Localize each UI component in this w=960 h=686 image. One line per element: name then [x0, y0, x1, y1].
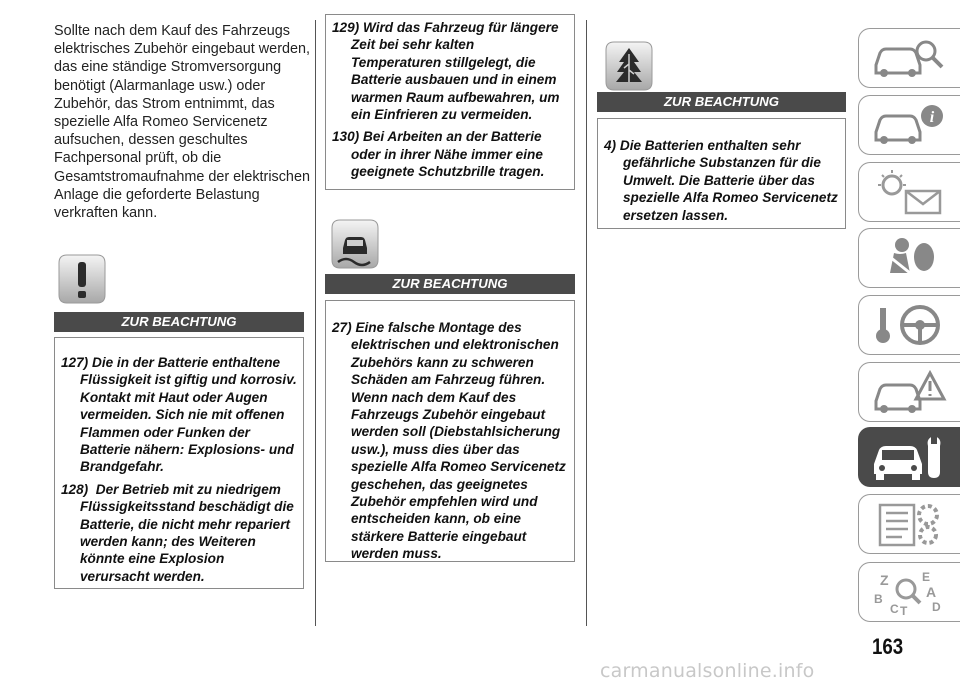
svg-text:T: T	[899, 604, 907, 617]
tab-car-search[interactable]	[858, 28, 960, 88]
item-number: 27)	[332, 320, 352, 335]
svg-text:A: A	[925, 584, 936, 600]
intro-paragraph: Sollte nach dem Kauf des Fahrzeugs elektrisches Zubehör eingebaut werden, das eine ständige Stromversorgung benötigt (Alarmanlage usw.) oder Zubehör, das Strom entnimmt, das spezielle Alfa Romeo Servicenetz aufsuchen, dessen geschultes Fachpersonal prüft, ob die Gesamtstromaufnahme der elektrischen Anlage die geforderte Belastung verkraften kann.	[54, 23, 310, 222]
svg-text:D: D	[931, 600, 941, 614]
item-number: 128)	[61, 481, 89, 497]
warning-box-right	[597, 118, 846, 229]
svg-text:Z: Z	[879, 572, 889, 588]
svg-text:i: i	[929, 109, 934, 126]
car-skid-warning-icon	[330, 218, 380, 270]
warning-item	[332, 319, 568, 563]
column-divider-left	[315, 20, 316, 626]
item-number: 129)	[332, 20, 360, 35]
warning-item	[604, 137, 839, 224]
warning-box-left	[54, 337, 304, 589]
steering-wheel-key-icon	[870, 300, 950, 350]
page-number: 163	[872, 634, 904, 659]
item-number: 4)	[604, 138, 617, 153]
item-text: Eine falsche Montage des elektrischen und elektronischen Zubehörs kann zu schweren Schäden am Fahrzeug führen. Wenn nach dem Kauf des Fahrzeugs Zubehör eingebaut werden soll (Diebstahlsicherung usw.), muss dies über das spezielle Alfa Romeo Servicenetz geschehen, das geeignetes Zubehör empfehlen wird und entscheiden kann, ob eine stärkere Batterie eingebaut werden muss.	[351, 320, 566, 562]
alphabet-index-search-icon	[870, 567, 950, 617]
lights-message-icon	[870, 167, 950, 217]
tab-car-info[interactable]	[858, 95, 960, 155]
warning-header: ZUR BEACHTUNG	[54, 312, 304, 332]
warning-item	[332, 19, 568, 123]
car-wrench-icon	[870, 432, 950, 482]
tab-lights-message[interactable]	[858, 162, 960, 222]
tab-airbag-safety[interactable]	[858, 228, 960, 288]
watermark: carmanualsonline.info	[600, 660, 815, 682]
tab-car-warning[interactable]	[858, 362, 960, 422]
specs-gear-icon	[870, 499, 950, 549]
exclamation-warning-icon	[57, 253, 107, 305]
item-text: Die Batterien enthalten sehr gefährliche Substanzen für die Umwelt. Die Batterie über das spezielle Alfa Romeo Servicenetz ersetzen lassen.	[619, 138, 838, 223]
tab-steering-wheel-key[interactable]	[858, 295, 960, 355]
svg-text:C: C	[889, 602, 899, 616]
tab-car-wrench[interactable]	[858, 427, 960, 487]
column-divider-right	[586, 20, 587, 626]
warning-item	[61, 481, 297, 585]
warning-box-middle-top	[325, 14, 575, 190]
tab-specs-gear[interactable]	[858, 494, 960, 554]
tab-alphabet-index[interactable]	[858, 562, 960, 622]
car-warning-icon	[870, 367, 950, 417]
warning-header: ZUR BEACHTUNG	[597, 92, 846, 112]
car-search-icon	[870, 33, 950, 83]
svg-text:E: E	[921, 570, 930, 584]
environment-tree-icon	[604, 40, 654, 92]
warning-item	[61, 354, 297, 476]
item-number: 130)	[332, 129, 360, 145]
item-text: Bei Arbeiten an der Batterie oder in ihrer Nähe immer eine geeignete Schutzbrille tragen.	[351, 129, 545, 180]
item-text: Wird das Fahrzeug für längere Zeit bei sehr kalten Temperaturen stillgelegt, die Batterie ausbauen und in einem warmen Raum aufbewahren, um ein Einfrieren zu vermeiden.	[351, 20, 560, 123]
warning-item	[332, 128, 568, 180]
airbag-safety-icon	[870, 233, 950, 283]
car-info-icon	[870, 100, 950, 150]
item-text: Der Betrieb mit zu niedrigem Flüssigkeitsstand beschädigt die Batterie, die nicht mehr repariert werden kann; des Weiteren könnte eine Explosion verursacht werden.	[80, 481, 294, 584]
warning-header: ZUR BEACHTUNG	[325, 274, 575, 294]
item-text: Die in der Batterie enthaltene Flüssigkeit ist giftig und korrosiv. Kontakt mit Haut oder Augen vermeiden. Sich nie mit offenen Flammen oder Funken der Batterie nähern: Explosions- und Brandgefahr.	[80, 355, 297, 475]
warning-box-middle	[325, 300, 575, 562]
item-number: 127)	[61, 355, 89, 370]
svg-text:B: B	[873, 592, 883, 606]
